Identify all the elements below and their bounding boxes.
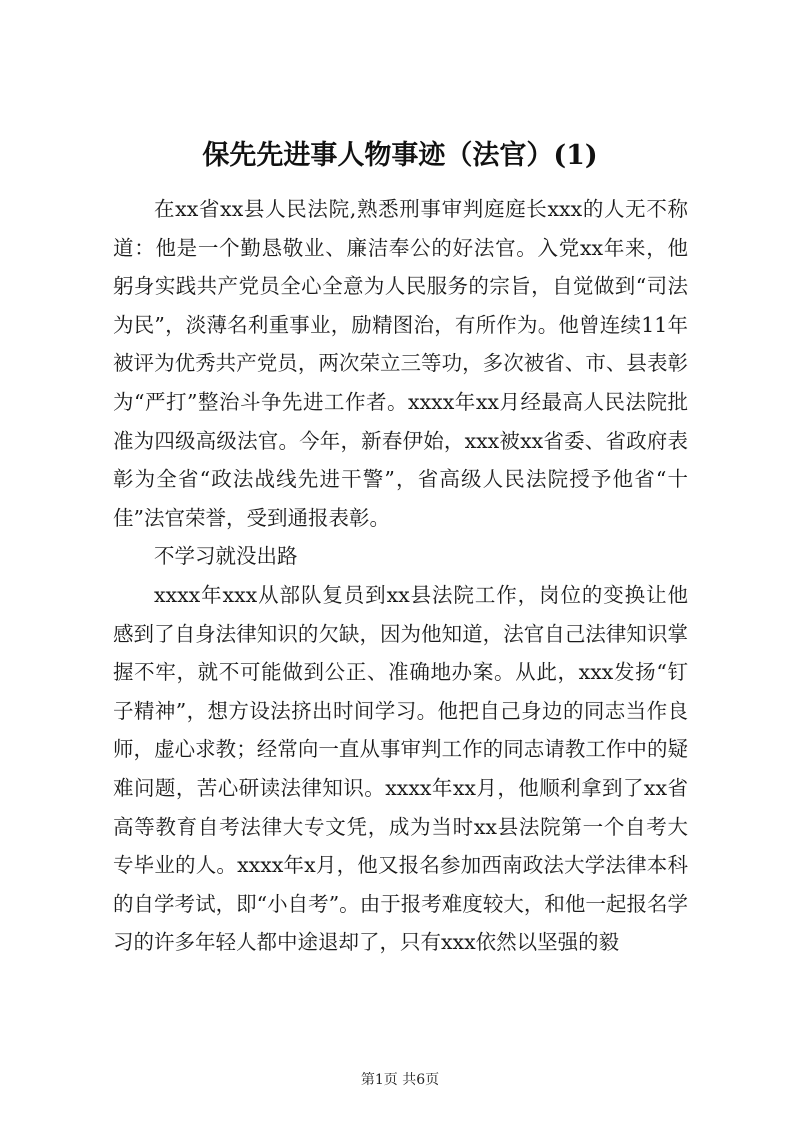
document-title: 保先先进事人物事迹（法官）(1) [202, 140, 598, 171]
section-heading: 不学习就没出路 [154, 544, 298, 569]
paragraph-study: xxxx年xxx从部队复员到xx县法院工作，岗位的变换让他感到了自身法律知识的欠缺，因为他知道，法官自己法律知识掌握不牢，就不可能做到公正、准确地办案。从此，xxx发扬“钉子精神”，想方设法挤出时间学习。他把自己身边的同志当作良师，虚心求教；经常向一直从事审判工作的同志请教工作中的疑难问题，苦心研读法律知识。xxxx年xx月，他顺利拿到了xx省高等教育自考法律大专文凭，成为当时xx县法院第一个自考大专毕业的人。xxxx年x月，他又报名参加西南政法大学法律本科的自学考试，即“小自考”。由于报考难度较大，和他一起报名学习的许多年轻人都中途退却了，只有xxx依然以坚强的毅 [113, 582, 688, 955]
paragraph-intro: 在xx省xx县人民法院,熟悉刑事审判庭庭长xxx的人无不称道：他是一个勤恳敬业、廉洁奉公的好法官。入党xx年来，他躬身实践共产党员全心全意为人民服务的宗旨，自觉做到“司法为民”，淡薄名利重事业，励精图治，有所作为。他曾连续11年被评为优秀共产党员，两次荣立三等功，多次被省、市、县表彰为“严打”整治斗争先进工作者。xxxx年xx月经最高人民法院批准为四级高级法官。今年，新春伊始，xxx被xx省委、省政府表彰为全省“政法战线先进干警”，省高级人民法院授予他省“十佳”法官荣誉，受到通报表彰。 [113, 197, 688, 530]
document-body [113, 190, 688, 962]
page-footer: 第1页 共6页 [360, 1072, 440, 1088]
